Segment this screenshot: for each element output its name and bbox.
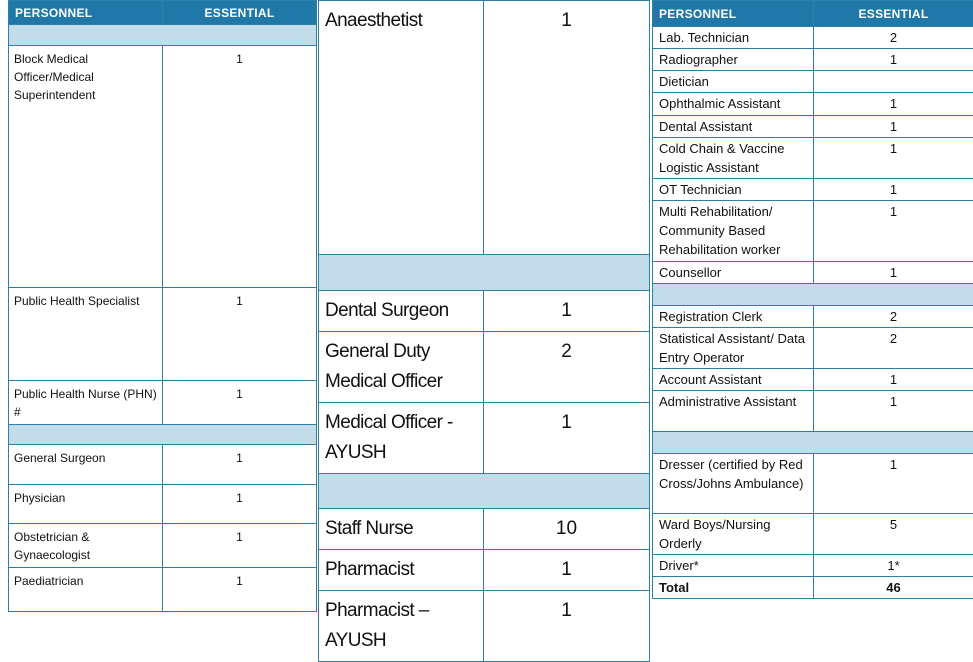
personnel-name: General Surgeon: [9, 445, 163, 485]
table-row: [653, 201, 973, 262]
section-separator: [653, 432, 973, 454]
personnel-name: Statistical Assistant/ Data Entry Operator: [653, 328, 814, 369]
staffing-table-left: [8, 0, 316, 612]
personnel-name: OT Technician: [653, 179, 814, 201]
personnel-name: Medical Officer - AYUSH: [319, 403, 484, 474]
staffing-table-right: [652, 0, 973, 599]
table-row: [653, 49, 973, 71]
table-row: [653, 262, 973, 284]
header-personnel: PERSONNEL: [653, 1, 814, 27]
table-row: [653, 391, 973, 432]
essential-count: 2: [814, 27, 973, 49]
essential-count: 1*: [814, 555, 973, 577]
table-row: [9, 381, 317, 425]
essential-count: 1: [814, 369, 973, 391]
table-row: [9, 524, 317, 568]
essential-count: 1: [484, 1, 650, 255]
staffing-table-middle: [318, 0, 649, 662]
personnel-name: Ward Boys/Nursing Orderly: [653, 514, 814, 555]
essential-count: 1: [814, 454, 973, 514]
section-separator: [9, 25, 317, 46]
personnel-name: Account Assistant: [653, 369, 814, 391]
table-row: [653, 328, 973, 369]
table-row: [319, 1, 650, 255]
table-row: [653, 71, 973, 93]
total-label: Total: [653, 577, 814, 599]
header-essential: ESSENTIAL: [163, 1, 317, 25]
essential-count: 1: [484, 291, 650, 332]
personnel-name: Physician: [9, 485, 163, 524]
table-row: [9, 445, 317, 485]
section-separator: [653, 284, 973, 306]
personnel-name: Lab. Technician: [653, 27, 814, 49]
personnel-name: Public Health Nurse (PHN) #: [9, 381, 163, 425]
essential-count: 1: [163, 445, 317, 485]
table-row: [9, 568, 317, 612]
essential-count: 1: [814, 93, 973, 116]
essential-count: 1: [484, 550, 650, 591]
table-row: [653, 179, 973, 201]
essential-count: 1: [163, 485, 317, 524]
essential-count: 1: [163, 46, 317, 288]
personnel-name: Multi Rehabilitation/ Community Based Rehabilitation worker: [653, 201, 814, 262]
table-row: [653, 555, 973, 577]
table-row: [653, 138, 973, 179]
total-row: [653, 577, 973, 599]
personnel-name: Dental Surgeon: [319, 291, 484, 332]
total-count: 46: [814, 577, 973, 599]
table-row: [653, 514, 973, 555]
essential-count: 1: [163, 381, 317, 425]
essential-count: 1: [814, 138, 973, 179]
personnel-name: Registration Clerk: [653, 306, 814, 328]
essential-count: 1: [163, 568, 317, 612]
essential-count: 1: [814, 116, 973, 138]
essential-count: 1: [814, 49, 973, 71]
personnel-name: Obstetrician & Gynaecologist: [9, 524, 163, 568]
essential-count: 1: [814, 201, 973, 262]
essential-count: 2: [484, 332, 650, 403]
essential-count: 1: [814, 179, 973, 201]
personnel-name: Dietician: [653, 71, 814, 93]
table-row: [653, 369, 973, 391]
table-row: [653, 93, 973, 116]
table-row: [653, 27, 973, 49]
essential-count: 1: [163, 524, 317, 568]
personnel-name: Block Medical Officer/Medical Superintendent: [9, 46, 163, 288]
essential-count: [814, 71, 973, 93]
personnel-name: Staff Nurse: [319, 509, 484, 550]
table-row: [653, 306, 973, 328]
header-essential: ESSENTIAL: [814, 1, 973, 27]
personnel-name: Paediatrician: [9, 568, 163, 612]
essential-count: 10: [484, 509, 650, 550]
personnel-name: Cold Chain & Vaccine Logistic Assistant: [653, 138, 814, 179]
essential-count: 1: [814, 391, 973, 432]
header-personnel: PERSONNEL: [9, 1, 163, 25]
table-row: [319, 591, 650, 662]
table-row: [319, 332, 650, 403]
essential-count: 1: [484, 403, 650, 474]
personnel-name: Pharmacist: [319, 550, 484, 591]
section-separator: [9, 425, 317, 445]
personnel-name: Dresser (certified by Red Cross/Johns Ambulance): [653, 454, 814, 514]
personnel-name: Dental Assistant: [653, 116, 814, 138]
personnel-name: Public Health Specialist: [9, 288, 163, 381]
table-row: [9, 288, 317, 381]
personnel-name: Driver*: [653, 555, 814, 577]
table-row: [319, 509, 650, 550]
personnel-name: Radiographer: [653, 49, 814, 71]
essential-count: 2: [814, 306, 973, 328]
personnel-name: Anaesthetist: [319, 1, 484, 255]
essential-count: 1: [484, 591, 650, 662]
personnel-name: Ophthalmic Assistant: [653, 93, 814, 116]
table-row: [9, 46, 317, 288]
table-row: [319, 550, 650, 591]
personnel-name: General Duty Medical Officer: [319, 332, 484, 403]
essential-count: 5: [814, 514, 973, 555]
essential-count: 1: [163, 288, 317, 381]
essential-count: 2: [814, 328, 973, 369]
personnel-name: Administrative Assistant: [653, 391, 814, 432]
section-separator: [319, 474, 650, 509]
table-row: [653, 116, 973, 138]
table-row: [653, 454, 973, 514]
personnel-name: Pharmacist – AYUSH: [319, 591, 484, 662]
personnel-name: Counsellor: [653, 262, 814, 284]
section-separator: [319, 255, 650, 291]
table-row: [319, 291, 650, 332]
table-row: [319, 403, 650, 474]
essential-count: 1: [814, 262, 973, 284]
table-row: [9, 485, 317, 524]
